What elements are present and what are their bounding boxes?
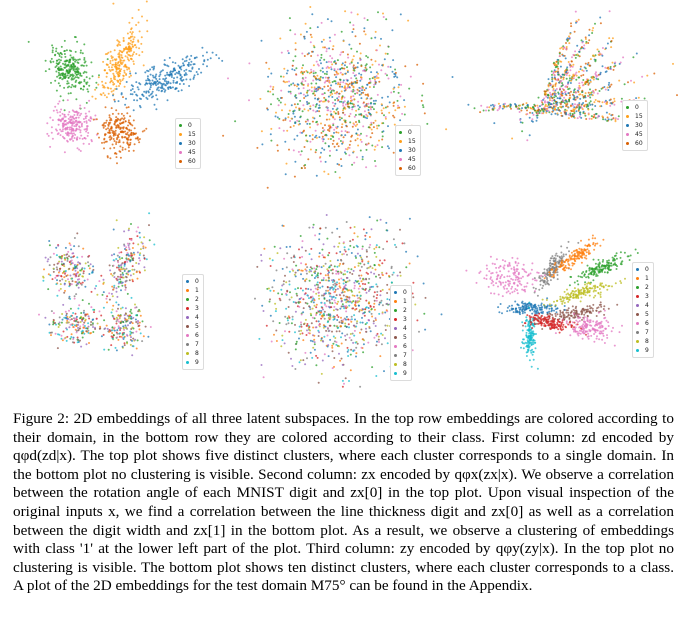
legend-marker (179, 124, 182, 127)
legend-label: 1 (645, 275, 649, 282)
legend-marker (636, 268, 639, 271)
legend-label: 7 (403, 352, 407, 359)
legend-marker (394, 345, 397, 348)
legend-entry (179, 139, 196, 148)
legend-marker (186, 343, 189, 346)
legend-marker (179, 133, 182, 136)
legend-label: 6 (195, 332, 199, 339)
legend-entry (179, 157, 196, 166)
legend-marker (186, 316, 189, 319)
legend-marker (394, 318, 397, 321)
legend-entry (636, 310, 649, 319)
legend-zx-by-domain (395, 125, 421, 176)
legend-entry (394, 360, 407, 369)
legend-zy-by-class (632, 262, 654, 358)
legend-zy-by-domain (622, 100, 648, 151)
legend-label: 45 (635, 131, 643, 138)
legend-entry (186, 295, 199, 304)
legend-label: 0 (645, 266, 649, 273)
legend-entry (186, 340, 199, 349)
legend-entry (626, 130, 643, 139)
legend-entry (394, 342, 407, 351)
legend-label: 3 (195, 305, 199, 312)
legend-marker (394, 291, 397, 294)
legend-zd-by-domain (175, 118, 201, 169)
legend-marker (179, 151, 182, 154)
legend-marker (394, 300, 397, 303)
legend-entry (179, 121, 196, 130)
legend-label: 30 (635, 122, 643, 129)
legend-entry (394, 288, 407, 297)
legend-label: 0 (403, 289, 407, 296)
legend-marker (186, 298, 189, 301)
legend-entry (394, 324, 407, 333)
legend-label: 8 (195, 350, 199, 357)
legend-entry (186, 322, 199, 331)
legend-label: 5 (645, 311, 649, 318)
legend-label: 9 (403, 370, 407, 377)
legend-label: 60 (188, 158, 196, 165)
legend-label: 30 (408, 147, 416, 154)
legend-marker (399, 158, 402, 161)
legend-label: 45 (408, 156, 416, 163)
caption-text: 2D embeddings of all three latent subspaces. In the top row embeddings are colored according to their domain, in the bottom row they are colored according to their class. First column: zd encoded by qφd(zd|x). The top plot shows five distinct clusters, where each cluster corresponds to a single domain. In the bottom plot no clustering is visible. Second column: zx encoded by qφx(zx|x). We observe a correlation between the rotation angle of each MNIST digit and zx[0] in the top plot. Upon visual inspection of the original inputs x, we find a correlation between the line thickness digit and zx[0] as well as a correlation between the digit width and zx[1] in the bottom plot. As a result, we observe a clustering of embeddings with class '1' at the lower left part of the plot. Third column: zy encoded by qφy(zy|x). In the top plot no clustering is visible. The bottom plot shows ten distinct clusters, where each cluster corresponds to a class. A plot of the 2D embeddings for the test domain M75° can be found in the Appendix. (13, 410, 675, 595)
legend-marker (394, 372, 397, 375)
legend-label: 3 (645, 293, 649, 300)
legend-marker (394, 354, 397, 357)
legend-label: 30 (188, 140, 196, 147)
legend-label: 2 (195, 296, 199, 303)
legend-label: 6 (403, 343, 407, 350)
legend-label: 7 (195, 341, 199, 348)
legend-label: 0 (188, 122, 192, 129)
legend-entry (186, 304, 199, 313)
legend-entry (399, 155, 416, 164)
legend-label: 60 (635, 140, 643, 147)
legend-entry (626, 139, 643, 148)
legend-label: 0 (408, 129, 412, 136)
legend-marker (636, 277, 639, 280)
legend-marker (179, 142, 182, 145)
scatter-zy-by-class (480, 225, 650, 365)
legend-entry (626, 121, 643, 130)
legend-label: 4 (403, 325, 407, 332)
legend-marker (626, 115, 629, 118)
legend-label: 3 (403, 316, 407, 323)
legend-entry (394, 297, 407, 306)
legend-entry (636, 301, 649, 310)
legend-marker (636, 322, 639, 325)
legend-entry (394, 351, 407, 360)
legend-label: 45 (188, 149, 196, 156)
legend-label: 5 (403, 334, 407, 341)
panel-zy-by-class (480, 225, 650, 365)
legend-entry (626, 103, 643, 112)
legend-marker (394, 363, 397, 366)
legend-label: 0 (195, 278, 199, 285)
legend-label: 4 (195, 314, 199, 321)
legend-entry (636, 328, 649, 337)
legend-entry (636, 292, 649, 301)
legend-marker (186, 334, 189, 337)
legend-entry (186, 313, 199, 322)
legend-marker (186, 325, 189, 328)
legend-entry (636, 346, 649, 355)
legend-label: 60 (408, 165, 416, 172)
legend-entry (394, 315, 407, 324)
legend-entry (394, 306, 407, 315)
legend-label: 2 (645, 284, 649, 291)
legend-entry (186, 349, 199, 358)
legend-marker (399, 140, 402, 143)
legend-marker (636, 313, 639, 316)
legend-marker (636, 286, 639, 289)
legend-entry (399, 146, 416, 155)
legend-marker (394, 309, 397, 312)
legend-label: 1 (195, 287, 199, 294)
legend-entry (186, 286, 199, 295)
legend-marker (636, 349, 639, 352)
legend-marker (179, 160, 182, 163)
legend-entry (186, 277, 199, 286)
legend-marker (399, 167, 402, 170)
legend-label: 6 (645, 320, 649, 327)
legend-entry (636, 265, 649, 274)
legend-marker (394, 336, 397, 339)
legend-entry (636, 283, 649, 292)
legend-label: 15 (408, 138, 416, 145)
legend-label: 1 (403, 298, 407, 305)
legend-label: 8 (645, 338, 649, 345)
legend-zx-by-class (390, 285, 412, 381)
legend-zd-by-class (182, 274, 204, 370)
legend-entry (179, 130, 196, 139)
legend-label: 0 (635, 104, 639, 111)
legend-marker (186, 307, 189, 310)
legend-entry (394, 333, 407, 342)
legend-label: 15 (188, 131, 196, 138)
legend-marker (636, 331, 639, 334)
legend-entry (399, 164, 416, 173)
legend-label: 7 (645, 329, 649, 336)
legend-label: 2 (403, 307, 407, 314)
legend-entry (626, 112, 643, 121)
legend-marker (186, 289, 189, 292)
legend-entry (399, 128, 416, 137)
legend-label: 8 (403, 361, 407, 368)
legend-entry (394, 369, 407, 378)
legend-marker (626, 133, 629, 136)
legend-label: 15 (635, 113, 643, 120)
legend-entry (636, 337, 649, 346)
legend-label: 9 (195, 359, 199, 366)
legend-marker (636, 340, 639, 343)
legend-marker (186, 352, 189, 355)
legend-marker (626, 106, 629, 109)
legend-marker (626, 124, 629, 127)
legend-label: 5 (195, 323, 199, 330)
legend-label: 9 (645, 347, 649, 354)
legend-entry (636, 274, 649, 283)
legend-marker (636, 304, 639, 307)
legend-marker (399, 131, 402, 134)
legend-entry (636, 319, 649, 328)
legend-marker (399, 149, 402, 152)
legend-entry (179, 148, 196, 157)
caption-label: Figure 2: (13, 410, 70, 427)
legend-entry (186, 358, 199, 367)
legend-marker (626, 142, 629, 145)
legend-marker (394, 327, 397, 330)
legend-marker (186, 280, 189, 283)
legend-marker (636, 295, 639, 298)
legend-entry (186, 331, 199, 340)
legend-marker (186, 361, 189, 364)
figure-caption (13, 410, 674, 596)
legend-entry (399, 137, 416, 146)
legend-label: 4 (645, 302, 649, 309)
